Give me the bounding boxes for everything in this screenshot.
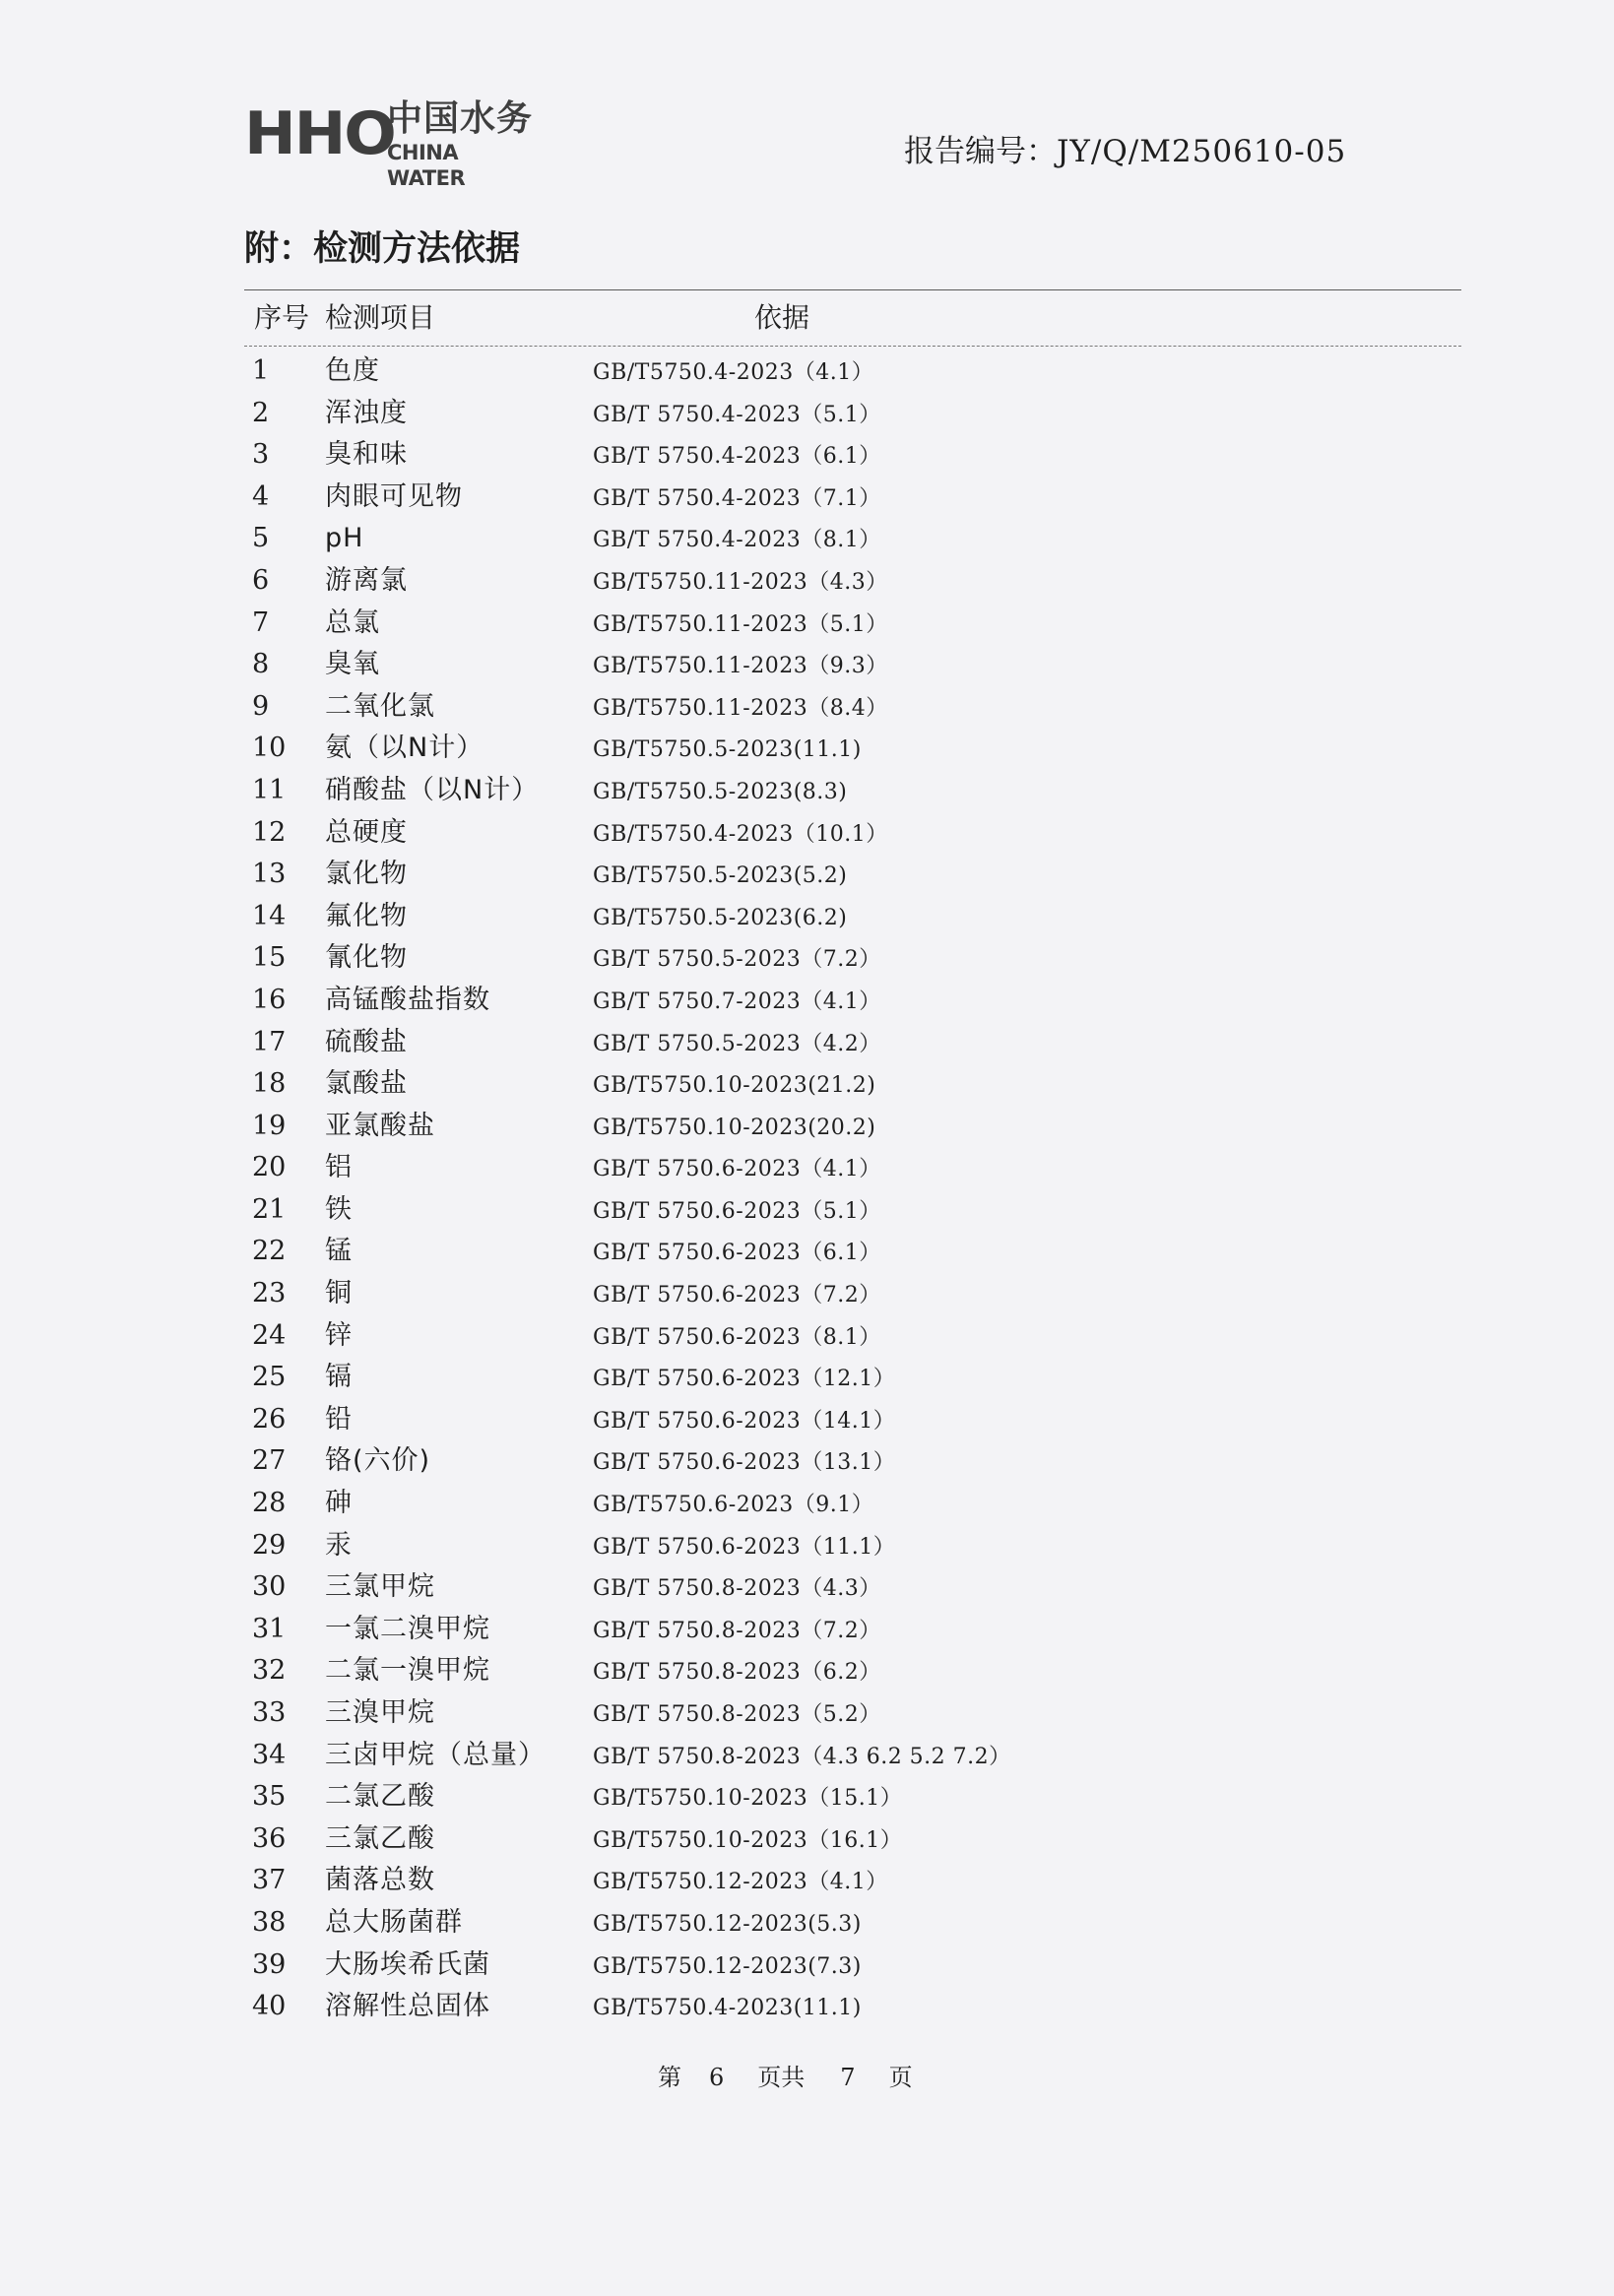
table-row: [244, 1650, 1229, 1692]
row-number: 32: [252, 1655, 287, 1687]
row-method-basis: GB/T5750.11-2023（9.3）: [593, 654, 888, 679]
row-test-item: 肉眼可见物: [325, 480, 463, 512]
row-number: 21: [252, 1193, 287, 1225]
row-number: 17: [252, 1026, 287, 1057]
row-number: 27: [252, 1445, 287, 1477]
row-number: 16: [252, 984, 287, 1015]
row-number: 28: [252, 1488, 287, 1519]
table-row: [244, 351, 1229, 393]
table-row: [244, 728, 1229, 770]
row-method-basis: GB/T 5750.5-2023（7.2）: [593, 947, 881, 973]
table-row: [244, 1902, 1229, 1945]
row-test-item: 氰化物: [325, 942, 408, 974]
row-method-basis: GB/T5750.4-2023（4.1）: [593, 360, 874, 385]
page-mid: 页共: [757, 2064, 806, 2091]
row-test-item: 一氯二溴甲烷: [325, 1613, 490, 1644]
row-number: 39: [252, 1948, 287, 1980]
row-test-item: 锰: [325, 1236, 353, 1267]
row-number: 8: [252, 649, 270, 680]
row-test-item: 游离氯: [325, 564, 408, 596]
row-method-basis: GB/T5750.4-2023（10.1）: [593, 821, 888, 847]
row-method-basis: GB/T 5750.8-2023（4.3 6.2 5.2 7.2）: [593, 1744, 1011, 1769]
row-test-item: 菌落总数: [325, 1865, 435, 1896]
table-row: [244, 1063, 1229, 1106]
row-test-item: 铅: [325, 1403, 353, 1435]
row-test-item: 臭和味: [325, 439, 408, 471]
page-current: 6: [709, 2064, 725, 2091]
row-test-item: 铬(六价): [325, 1445, 431, 1477]
row-number: 37: [252, 1865, 287, 1896]
logo-english-name: CHINA WATER: [387, 141, 466, 190]
row-number: 6: [252, 564, 270, 596]
page-footer: [658, 2058, 913, 2097]
table-row: [244, 1022, 1229, 1064]
row-method-basis: GB/T 5750.4-2023（6.1）: [593, 444, 881, 470]
row-number: 30: [252, 1571, 287, 1603]
row-test-item: 硝酸盐（以N计）: [325, 774, 540, 805]
row-method-basis: GB/T5750.12-2023（4.1）: [593, 1870, 888, 1895]
table-row: [244, 644, 1229, 686]
table-row: [244, 937, 1229, 980]
row-number: 40: [252, 1991, 287, 2022]
page-prefix: 第: [658, 2064, 681, 2091]
table-row: [244, 1776, 1229, 1818]
table-row: [244, 477, 1229, 519]
row-method-basis: GB/T5750.12-2023(5.3): [593, 1911, 862, 1937]
row-test-item: 硫酸盐: [325, 1026, 408, 1057]
report-number-label: 报告编号：: [904, 134, 1057, 169]
row-method-basis: GB/T 5750.6-2023（5.1）: [593, 1198, 881, 1224]
row-test-item: 铝: [325, 1152, 353, 1183]
row-number: 14: [252, 900, 287, 931]
report-number-value: JY/Q/M250610-05: [1057, 134, 1347, 169]
table-row: [244, 1315, 1229, 1358]
row-method-basis: GB/T 5750.7-2023（4.1）: [593, 989, 881, 1014]
row-number: 13: [252, 859, 287, 890]
row-test-item: 二氯一溴甲烷: [325, 1655, 490, 1687]
row-test-item: 汞: [325, 1529, 353, 1561]
table-row: [244, 1399, 1229, 1441]
row-method-basis: GB/T5750.11-2023（4.3）: [593, 569, 888, 595]
row-method-basis: GB/T 5750.6-2023（4.1）: [593, 1157, 881, 1182]
row-number: 31: [252, 1613, 287, 1644]
row-method-basis: GB/T 5750.6-2023（14.1）: [593, 1408, 896, 1434]
row-number: 34: [252, 1739, 287, 1770]
page-suffix: 页: [888, 2064, 913, 2091]
table-row: [244, 1440, 1229, 1483]
row-method-basis: GB/T 5750.8-2023（7.2）: [593, 1618, 881, 1643]
row-number: 38: [252, 1906, 287, 1938]
table-row: [244, 1566, 1229, 1609]
row-method-basis: GB/T5750.11-2023（5.1）: [593, 611, 888, 637]
row-test-item: 三氯乙酸: [325, 1822, 435, 1854]
row-method-basis: GB/T 5750.6-2023（7.2）: [593, 1283, 881, 1308]
table-row: [244, 1189, 1229, 1232]
table-row: [244, 1692, 1229, 1735]
row-number: 29: [252, 1529, 287, 1561]
row-test-item: 浑浊度: [325, 397, 408, 428]
row-method-basis: GB/T5750.6-2023（9.1）: [593, 1493, 874, 1518]
row-number: 26: [252, 1403, 287, 1435]
row-test-item: 亚氯酸盐: [325, 1110, 435, 1141]
row-test-item: 铜: [325, 1278, 353, 1309]
row-method-basis: GB/T 5750.6-2023（6.1）: [593, 1241, 881, 1266]
row-test-item: 总氯: [325, 606, 380, 638]
row-method-basis: GB/T 5750.4-2023（8.1）: [593, 528, 881, 553]
row-method-basis: GB/T 5750.4-2023（5.1）: [593, 402, 881, 427]
row-test-item: 溶解性总固体: [325, 1991, 490, 2022]
company-logo: [244, 98, 540, 190]
row-method-basis: GB/T 5750.4-2023（7.1）: [593, 485, 881, 511]
row-test-item: 二氯乙酸: [325, 1781, 435, 1813]
row-number: 22: [252, 1236, 287, 1267]
row-number: 23: [252, 1278, 287, 1309]
row-method-basis: GB/T5750.5-2023(11.1): [593, 737, 862, 763]
row-number: 3: [252, 439, 270, 471]
table-row: [244, 1860, 1229, 1902]
table-row: [244, 1273, 1229, 1315]
row-method-basis: GB/T 5750.6-2023（12.1）: [593, 1367, 896, 1392]
table-row: [244, 434, 1229, 477]
row-method-basis: GB/T5750.5-2023(6.2): [593, 905, 848, 930]
table-row: [244, 812, 1229, 855]
row-method-basis: GB/T 5750.6-2023（13.1）: [593, 1450, 896, 1476]
report-number: [904, 130, 1346, 173]
table-row: [244, 1945, 1229, 1987]
table-row: [244, 1735, 1229, 1777]
table-row: [244, 560, 1229, 603]
row-number: 19: [252, 1110, 287, 1141]
row-method-basis: GB/T5750.5-2023(8.3): [593, 779, 848, 804]
table-row: [244, 1106, 1229, 1148]
row-number: 24: [252, 1319, 287, 1351]
row-number: 10: [252, 733, 287, 764]
row-method-basis: GB/T 5750.8-2023（6.2）: [593, 1660, 881, 1686]
row-number: 9: [252, 690, 270, 722]
row-method-basis: GB/T5750.10-2023(21.2): [593, 1073, 876, 1099]
row-number: 7: [252, 606, 270, 638]
row-number: 35: [252, 1781, 287, 1813]
row-test-item: 三氯甲烷: [325, 1571, 435, 1603]
row-test-item: 铁: [325, 1193, 353, 1225]
row-test-item: 臭氧: [325, 649, 380, 680]
row-method-basis: GB/T5750.10-2023（16.1）: [593, 1827, 903, 1853]
table-row: [244, 896, 1229, 938]
row-test-item: 氟化物: [325, 900, 408, 931]
row-test-item: 氨（以N计）: [325, 733, 484, 764]
table-row: [244, 980, 1229, 1022]
row-number: 11: [252, 774, 287, 805]
table-row: [244, 770, 1229, 812]
row-method-basis: GB/T 5750.8-2023（5.2）: [593, 1702, 881, 1727]
method-table-body: [244, 351, 1229, 2028]
row-test-item: 色度: [325, 355, 380, 386]
table-row: [244, 393, 1229, 435]
row-number: 2: [252, 397, 270, 428]
row-number: 20: [252, 1152, 287, 1183]
table-row: [244, 1231, 1229, 1273]
row-method-basis: GB/T 5750.6-2023（8.1）: [593, 1324, 881, 1350]
row-method-basis: GB/T 5750.8-2023（4.3）: [593, 1576, 881, 1602]
row-number: 33: [252, 1697, 287, 1728]
logo-chinese-name: 中国水务: [387, 98, 534, 139]
row-test-item: 总硬度: [325, 816, 408, 848]
row-test-item: 砷: [325, 1488, 353, 1519]
table-row: [244, 1818, 1229, 1861]
table-row: [244, 603, 1229, 645]
table-header-rule: [244, 346, 1461, 347]
row-method-basis: GB/T5750.12-2023(7.3): [593, 1953, 862, 1979]
row-test-item: 锌: [325, 1319, 353, 1351]
row-test-item: 总大肠菌群: [325, 1906, 463, 1938]
row-test-item: 二氧化氯: [325, 690, 435, 722]
page-title: 附：检测方法依据: [244, 229, 521, 269]
table-row: [244, 686, 1229, 729]
table-row: [244, 518, 1229, 560]
row-number: 12: [252, 816, 287, 848]
page-total: 7: [840, 2064, 856, 2091]
row-method-basis: GB/T5750.10-2023(20.2): [593, 1115, 876, 1140]
row-test-item: 氯化物: [325, 859, 408, 890]
row-test-item: 三溴甲烷: [325, 1697, 435, 1728]
logo-mark: HHO: [244, 99, 395, 168]
row-number: 4: [252, 480, 270, 512]
row-test-item: pH: [325, 523, 364, 554]
row-number: 18: [252, 1068, 287, 1100]
column-header-basis: 依据: [754, 301, 810, 334]
row-number: 5: [252, 523, 270, 554]
table-row: [244, 1147, 1229, 1189]
row-test-item: 三卤甲烷（总量）: [325, 1739, 546, 1770]
row-test-item: 大肠埃希氏菌: [325, 1948, 490, 1980]
table-row: [244, 1609, 1229, 1651]
row-test-item: 氯酸盐: [325, 1068, 408, 1100]
row-test-item: 镉: [325, 1362, 353, 1393]
table-row: [244, 1986, 1229, 2028]
row-method-basis: GB/T5750.5-2023(5.2): [593, 863, 848, 889]
table-row: [244, 854, 1229, 896]
row-number: 15: [252, 942, 287, 974]
row-method-basis: GB/T5750.10-2023（15.1）: [593, 1786, 903, 1812]
row-method-basis: GB/T 5750.6-2023（11.1）: [593, 1534, 896, 1560]
table-top-rule: [244, 289, 1461, 290]
row-number: 36: [252, 1822, 287, 1854]
row-number: 1: [252, 355, 270, 386]
table-row: [244, 1357, 1229, 1399]
row-method-basis: GB/T5750.11-2023（8.4）: [593, 695, 888, 721]
column-header-seq: 序号: [254, 301, 310, 334]
row-number: 25: [252, 1362, 287, 1393]
row-method-basis: GB/T5750.4-2023(11.1): [593, 1996, 862, 2021]
row-test-item: 高锰酸盐指数: [325, 984, 490, 1015]
row-method-basis: GB/T 5750.5-2023（4.2）: [593, 1031, 881, 1056]
table-row: [244, 1525, 1229, 1567]
table-row: [244, 1483, 1229, 1525]
column-header-item: 检测项目: [325, 301, 436, 334]
